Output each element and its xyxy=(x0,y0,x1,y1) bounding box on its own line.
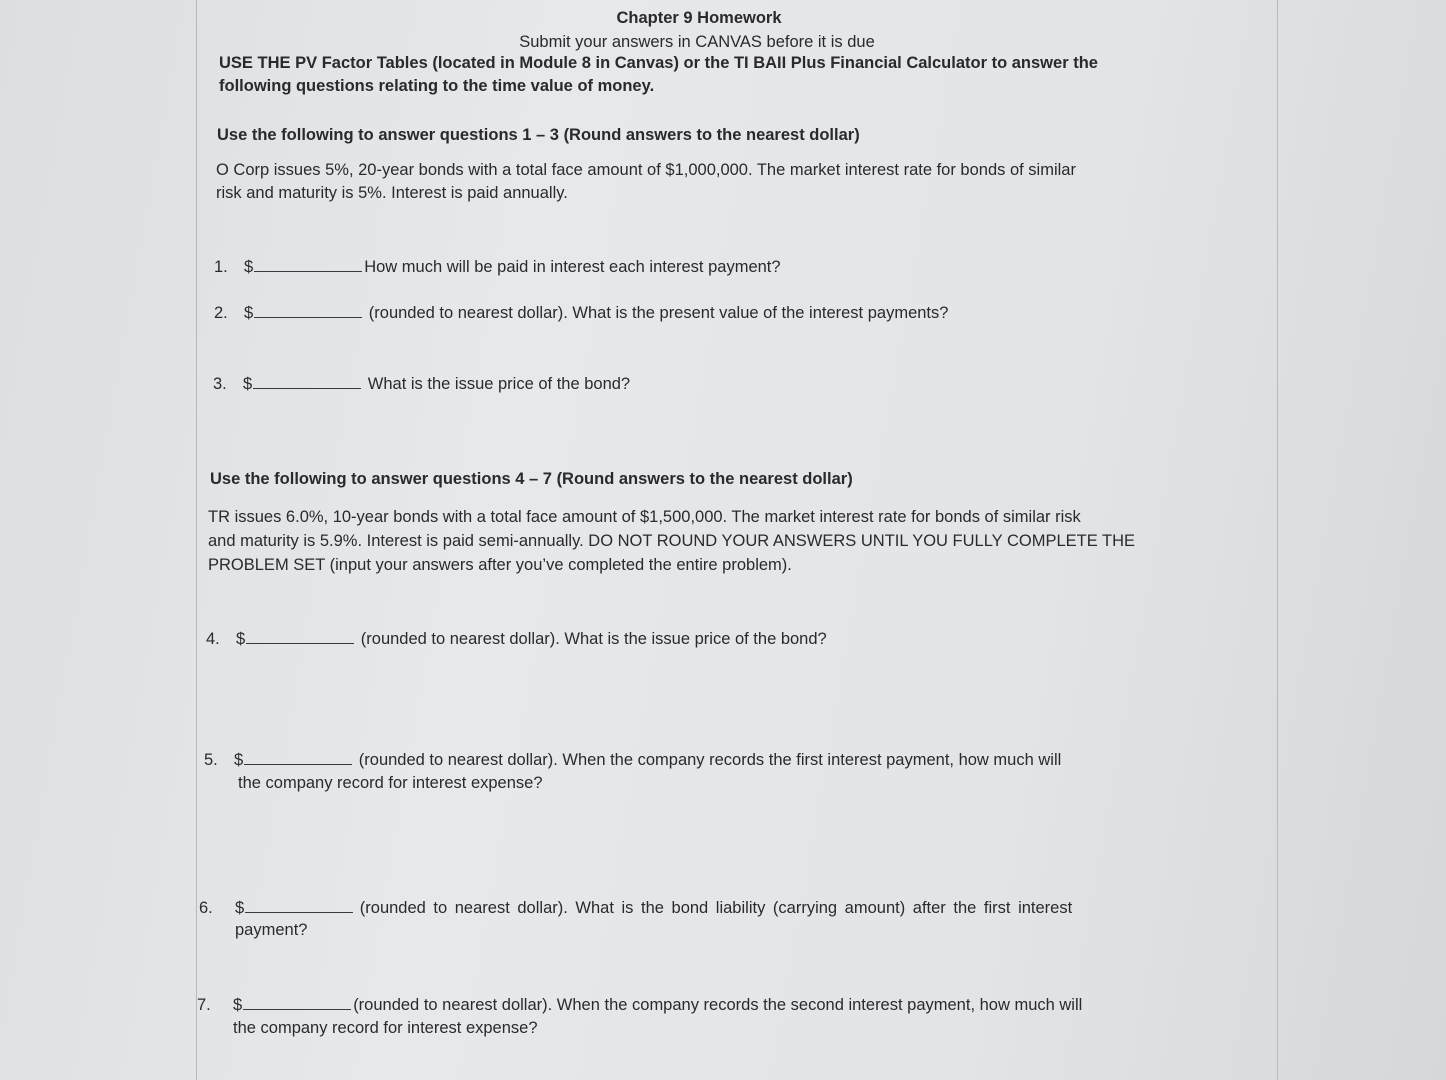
question-text: What is the issue price of the bond? xyxy=(367,375,631,393)
question-text: (rounded to nearest dollar). What is the present value of the interest payments? xyxy=(368,304,949,322)
document-subtitle: Submit your answers in CANVAS before it is due xyxy=(519,33,875,51)
question-2 xyxy=(214,302,948,324)
question-number: 6. xyxy=(199,899,213,917)
question-number: 1. xyxy=(214,258,228,276)
question-number: 4. xyxy=(206,630,220,648)
question-7-continuation: the company record for interest expense? xyxy=(233,1019,538,1037)
section-1-scenario-line-1: O Corp issues 5%, 20-year bonds with a total face amount of $1,000,000. The market interest rate for bonds of similar xyxy=(216,161,1076,179)
section-2-scenario-line-3: PROBLEM SET (input your answers after you’ve completed the entire problem). xyxy=(208,556,792,574)
answer-blank-5[interactable] xyxy=(244,749,352,765)
question-text: (rounded to nearest dollar). When the company records the second interest payment, how much will xyxy=(353,996,1083,1014)
section-1-heading: Use the following to answer questions 1 – 3 (Round answers to the nearest dollar) xyxy=(217,126,860,144)
question-text: How much will be paid in interest each interest payment? xyxy=(364,258,781,276)
section-1-scenario-line-2: risk and maturity is 5%. Interest is paid annually. xyxy=(216,184,568,202)
section-2-scenario-line-2: and maturity is 5.9%. Interest is paid semi-annually. DO NOT ROUND YOUR ANSWERS UNTIL YOU FULLY COMPLETE THE xyxy=(208,532,1136,550)
right-margin-line xyxy=(1277,0,1278,1080)
question-5-continuation: the company record for interest expense? xyxy=(238,774,543,792)
answer-blank-3[interactable] xyxy=(253,373,361,389)
answer-blank-1[interactable] xyxy=(254,256,362,272)
answer-blank-2[interactable] xyxy=(254,302,362,318)
answer-blank-6[interactable] xyxy=(245,897,353,913)
question-4 xyxy=(206,628,827,650)
section-2-scenario-line-1: TR issues 6.0%, 10-year bonds with a total face amount of $1,500,000. The market interest rate for bonds of similar risk xyxy=(208,508,1081,526)
instruction-line-1: USE THE PV Factor Tables (located in Module 8 in Canvas) or the TI BAII Plus Financial Calculator to answer the xyxy=(219,54,1098,72)
currency-symbol: $ xyxy=(234,751,244,769)
question-text: (rounded to nearest dollar). When the company records the first interest payment, how much will xyxy=(358,751,1062,769)
question-number: 2. xyxy=(214,304,228,322)
instruction-line-2: following questions relating to the time value of money. xyxy=(219,77,655,95)
answer-blank-7[interactable] xyxy=(243,994,351,1010)
question-1 xyxy=(214,256,781,278)
section-2-heading: Use the following to answer questions 4 – 7 (Round answers to the nearest dollar) xyxy=(210,470,853,488)
question-number: 7. xyxy=(197,996,211,1014)
question-6-continuation: payment? xyxy=(235,921,308,939)
currency-symbol: $ xyxy=(243,375,253,393)
question-3 xyxy=(213,373,630,395)
document-title: Chapter 9 Homework xyxy=(616,9,782,27)
currency-symbol: $ xyxy=(244,258,254,276)
question-text: (rounded to nearest dollar). What is the issue price of the bond? xyxy=(360,630,827,648)
question-7 xyxy=(197,994,1082,1016)
question-5 xyxy=(204,749,1061,771)
question-number: 5. xyxy=(204,751,218,769)
currency-symbol: $ xyxy=(244,304,254,322)
currency-symbol: $ xyxy=(236,630,246,648)
question-6 xyxy=(199,897,1072,919)
answer-blank-4[interactable] xyxy=(246,628,354,644)
left-margin-line xyxy=(196,0,197,1080)
question-text: (rounded to nearest dollar). What is the bond liability (carrying amount) after the first interest xyxy=(359,899,1073,917)
currency-symbol: $ xyxy=(235,899,245,917)
currency-symbol: $ xyxy=(233,996,243,1014)
question-number: 3. xyxy=(213,375,227,393)
